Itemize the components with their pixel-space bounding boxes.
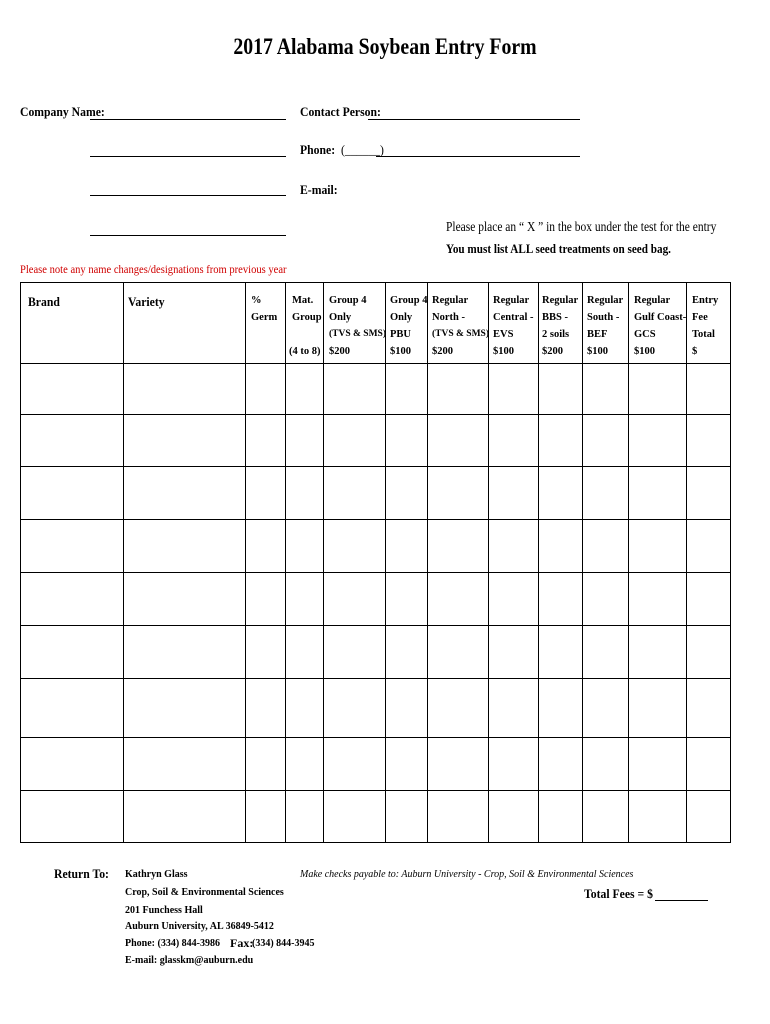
contact-person-label: Contact Person:: [300, 104, 381, 119]
return-address-1: 201 Funchess Hall: [125, 905, 203, 916]
header-group4-line: Group 4: [329, 295, 367, 306]
header-mat-line: [289, 326, 322, 343]
col-divider: [245, 283, 246, 842]
col-divider: [628, 283, 629, 842]
header-mat-line: (4 to 8): [289, 346, 321, 357]
col-divider: [538, 283, 539, 842]
header-mat-line: Mat.: [292, 295, 314, 306]
header-pbu-line: PBU: [390, 329, 411, 340]
row-divider: [21, 572, 730, 573]
header-north-line: (TVS & SMS): [432, 329, 490, 339]
row-divider: [21, 790, 730, 791]
row-divider: [21, 678, 730, 679]
return-fax: (334) 844-3945: [252, 938, 315, 949]
phone-area-code: (______): [340, 142, 384, 157]
header-group4-only: [329, 292, 386, 360]
form-title: 2017 Alabama Soybean Entry Form: [233, 34, 537, 59]
header-germ-line: %: [251, 295, 262, 306]
email-label: E-mail:: [300, 182, 338, 197]
col-divider: [427, 283, 428, 842]
total-fees-field[interactable]: [655, 900, 708, 901]
phone-label: [300, 142, 384, 158]
contact-person-field[interactable]: [368, 119, 580, 120]
header-central-line: EVS: [493, 329, 514, 340]
header-central-line: $100: [493, 346, 514, 357]
header-regular-gulf-coast: [634, 292, 686, 360]
row-divider: [21, 519, 730, 520]
header-pbu-line: $100: [390, 346, 411, 357]
header-fee-line: Total: [692, 329, 715, 340]
checks-payable-note: Make checks payable to: Auburn University - Crop, Soil & Environmental Sciences: [300, 869, 634, 880]
header-gulf-line: GCS: [634, 329, 656, 340]
header-pbu-line: Group 4: [390, 295, 428, 306]
col-divider: [123, 283, 124, 842]
row-divider: [21, 625, 730, 626]
header-fee-line: Entry: [692, 295, 719, 306]
header-central-line: Regular: [493, 295, 530, 306]
header-north-line: $200: [432, 346, 453, 357]
return-name: Kathryn Glass: [125, 869, 188, 880]
return-address-2: Auburn University, AL 36849-5412: [125, 921, 274, 932]
return-to-label: Return To:: [54, 866, 109, 881]
col-divider: [686, 283, 687, 842]
header-entry-fee: [692, 292, 718, 360]
total-fees-label: Total Fees = $: [584, 886, 653, 901]
instruction-seed-treatments: You must list ALL seed treatments on seed bag.: [446, 241, 671, 256]
header-mat-group: [289, 292, 322, 360]
header-fee-line: Fee: [692, 312, 708, 323]
header-regular-central: [493, 292, 534, 360]
col-divider: [582, 283, 583, 842]
header-bbs-line: BBS -: [542, 312, 568, 323]
header-gulf-line: $100: [634, 346, 655, 357]
header-group4-pbu: [390, 292, 427, 360]
header-gulf-line: Regular: [634, 295, 671, 306]
name-change-note: Please note any name changes/designations from previous year: [20, 262, 287, 276]
company-name-label: Company Name:: [20, 104, 105, 119]
row-divider: [21, 737, 730, 738]
header-bbs-line: $200: [542, 346, 563, 357]
header-regular-south: [587, 292, 623, 360]
company-name-field[interactable]: [90, 119, 286, 120]
col-divider: [385, 283, 386, 842]
header-south-line: South -: [587, 312, 620, 323]
header-north-line: North -: [432, 312, 465, 323]
company-address-line-3[interactable]: [90, 235, 286, 236]
header-mat-line: Group: [292, 312, 322, 323]
company-address-line-2[interactable]: [90, 195, 286, 196]
return-phone: Phone: (334) 844-3986: [125, 938, 220, 949]
header-regular-bbs: [542, 292, 578, 360]
company-address-line-1[interactable]: [90, 156, 286, 157]
row-divider: [21, 466, 730, 467]
header-south-line: $100: [587, 346, 608, 357]
header-divider: [21, 363, 730, 364]
phone-label-text: Phone:: [300, 142, 336, 157]
header-germ-line: Germ: [251, 312, 278, 323]
header-south-line: Regular: [587, 295, 624, 306]
return-email[interactable]: E-mail: glasskm@auburn.edu: [125, 955, 254, 966]
header-north-line: Regular: [432, 295, 469, 306]
header-central-line: Central -: [493, 312, 534, 323]
header-bbs-line: 2 soils: [542, 329, 570, 340]
header-fee-line: $: [692, 346, 698, 357]
col-divider: [285, 283, 286, 842]
header-group4-line: (TVS & SMS): [329, 329, 387, 339]
header-group4-line: $200: [329, 346, 350, 357]
header-pbu-line: Only: [390, 312, 413, 323]
header-south-line: BEF: [587, 329, 608, 340]
header-germ: [251, 292, 277, 326]
header-brand: Brand: [28, 294, 60, 309]
return-fax-label: Fax:: [230, 936, 254, 950]
entry-table: [20, 282, 731, 843]
header-variety: Variety: [128, 294, 165, 309]
row-divider: [21, 414, 730, 415]
header-bbs-line: Regular: [542, 295, 579, 306]
phone-field[interactable]: [376, 156, 580, 157]
header-regular-north: [432, 292, 489, 360]
instruction-place-x: Please place an “ X ” in the box under the test for the entry: [446, 220, 717, 235]
col-divider: [323, 283, 324, 842]
header-group4-line: Only: [329, 312, 352, 323]
col-divider: [488, 283, 489, 842]
return-department: Crop, Soil & Environmental Sciences: [125, 887, 284, 898]
header-gulf-line: Gulf Coast-: [634, 312, 687, 323]
